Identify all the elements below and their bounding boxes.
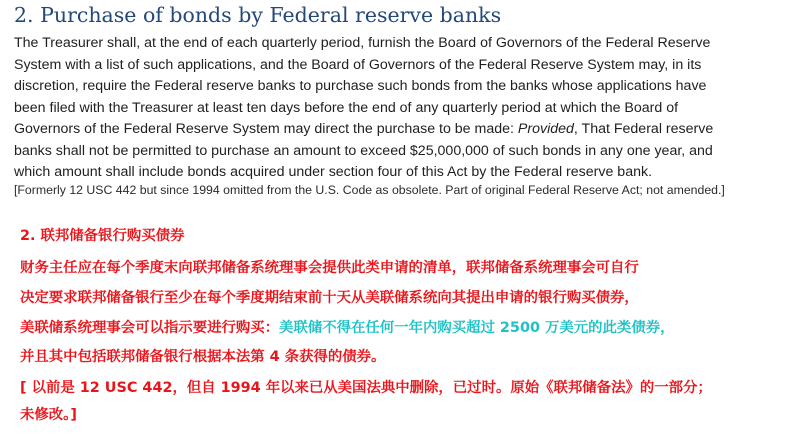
paragraph-line	[14, 119, 792, 141]
translation-line: 财务主任应在每个季度末向联邦储备系统理事会提供此类申请的清单，联邦储备系统理事会可自行	[20, 260, 639, 276]
paragraph-line: been filed with the Treasurer at least ten days before the end of any quarterly period at which the Board of	[14, 99, 679, 116]
paragraph-line-text: Governors of the Federal Reserve System may direct the purchase to be made:	[14, 121, 518, 137]
translation-note: 未修改。]	[20, 407, 77, 423]
paragraph-line: The Treasurer shall, at the end of each quarterly period, furnish the Board of Governors of the Federal Reserve	[14, 35, 711, 51]
paragraph-line-tail: , That Federal reserve	[573, 121, 714, 137]
translation-line-cyan: 美联储不得在任何一年内购买超过 2500 万美元的此类债券，	[279, 320, 675, 336]
translation-line: 并且其中包括联邦储备银行根据本法第 4 条获得的债券。	[20, 349, 386, 365]
translation-line: 决定要求联邦储备银行至少在每个季度期结束前十天从美联储系统向其提出申请的银行购买债券，	[20, 290, 639, 306]
provided-italic: Provided	[517, 121, 574, 137]
paragraph-line: banks shall not be permitted to purchase an amount to exceed $25,000,000 of such bonds in any one year, and	[14, 142, 713, 159]
paragraph-line: discretion, require the Federal reserve banks to purchase such bonds from the banks whose applications have	[14, 78, 707, 94]
paragraph-line: System with a list of such applications, and the Board of Governors of the Federal Reserve System may, in its	[14, 56, 702, 73]
history-note: [Formerly 12 USC 442 but since 1994 omitted from the U.S. Code as obsolete. Part of original Federal Reserve Act; not amended.]	[14, 183, 725, 197]
translation-line-red: 美联储系统理事会可以指示要进行购买：	[20, 320, 280, 336]
section-heading: 2. Purchase of bonds by Federal reserve banks	[14, 3, 502, 27]
section-paragraph	[14, 33, 792, 184]
translation-line	[20, 318, 675, 338]
translation-note: [ 以前是 12 USC 442，但自 1994 年以来已从美国法典中删除，已过时。原始《联邦储备法》的一部分；	[20, 380, 712, 396]
paragraph-line: which amount shall include bonds acquired under section four of this Act by the Federal reserve bank.	[14, 164, 653, 180]
translation-heading: 2. 联邦储备银行购买债券	[20, 228, 185, 244]
